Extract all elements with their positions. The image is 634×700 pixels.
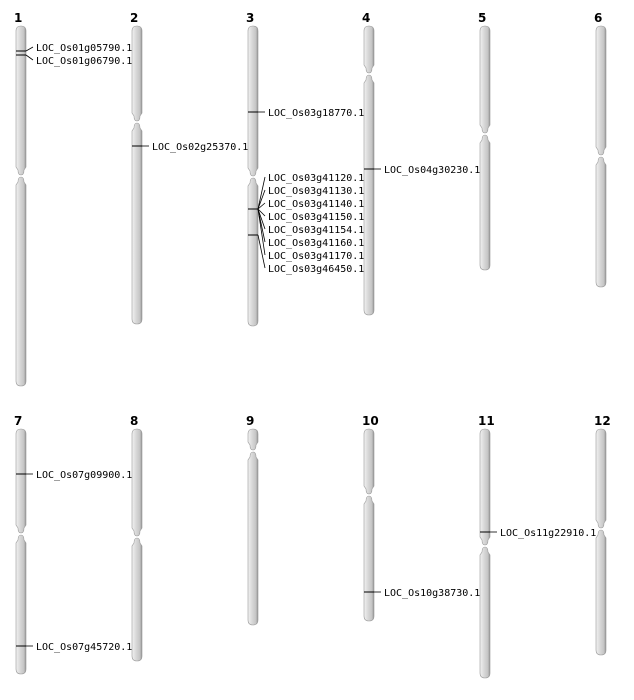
chromosome-10 [362,414,379,621]
chromosome-long-arm [364,75,374,315]
gene-label: LOC_Os01g06790.1 [36,56,133,67]
chromosome-short-arm [480,26,490,133]
gene-connector [258,235,265,268]
chromosome-6 [594,11,606,287]
chromosome-number: 8 [130,414,139,428]
gene-label: LOC_Os02g25370.1 [152,142,249,153]
chromosome-5 [478,11,490,270]
chromosome-8 [130,414,142,661]
gene-label: LOC_Os03g46450.1 [268,264,365,275]
chromosome-number: 9 [246,414,255,428]
chromosome-9 [246,414,258,625]
chromosome-number: 3 [246,11,255,25]
gene-marker [16,43,132,54]
chromosome-number: 5 [478,11,487,25]
gene-connector [26,47,33,51]
gene-label: LOC_Os03g41160.1 [268,238,365,249]
gene-marker [480,528,596,539]
gene-marker [16,55,132,67]
chromosome-number: 1 [14,11,23,25]
chromosome-short-arm [16,429,26,533]
chromosome-number: 10 [362,414,379,428]
chromosome-number: 7 [14,414,23,428]
gene-marker [364,588,480,599]
gene-marker [364,165,480,176]
chromosome-short-arm [596,429,606,528]
chromosome-long-arm [16,177,26,386]
chromosome-short-arm [480,429,490,545]
gene-label: LOC_Os04g30230.1 [384,165,481,176]
chromosome-long-arm [480,547,490,678]
gene-label: LOC_Os11g22910.1 [500,528,597,539]
gene-label: LOC_Os07g09900.1 [36,470,133,481]
chromosome-short-arm [132,429,142,536]
gene-marker [248,209,364,223]
chromosome-11 [478,414,495,678]
chromosome-short-arm [16,26,26,175]
chromosome-long-arm [132,123,142,324]
chromosome-long-arm [16,535,26,674]
chromosome-short-arm [364,429,374,494]
chromosome-number: 4 [362,11,371,25]
chromosome-short-arm [248,429,258,450]
gene-marker [16,470,132,481]
chromosome-long-arm [248,452,258,625]
chromosome-number: 11 [478,414,495,428]
gene-label: LOC_Os01g05790.1 [36,43,133,54]
gene-connector [258,209,265,255]
chromosome-1 [14,11,26,386]
gene-markers-layer [16,43,596,653]
gene-marker [248,199,364,210]
gene-connector [26,55,33,60]
gene-label: LOC_Os07g45720.1 [36,642,133,653]
chromosome-long-arm [248,178,258,326]
chromosome-3 [246,11,258,326]
gene-marker [248,108,364,119]
chromosome-short-arm [364,26,374,73]
gene-label: LOC_Os03g41120.1 [268,173,365,184]
gene-label: LOC_Os03g41154.1 [268,225,365,236]
chromosome-long-arm [480,135,490,270]
chromosome-short-arm [596,26,606,155]
gene-label: LOC_Os10g38730.1 [384,588,481,599]
chromosome-number: 6 [594,11,603,25]
chromosome-long-arm [132,538,142,661]
gene-marker [132,142,248,153]
gene-label: LOC_Os03g41170.1 [268,251,365,262]
gene-label: LOC_Os03g41150.1 [268,212,365,223]
chromosome-long-arm [364,496,374,621]
chromosome-number: 12 [594,414,611,428]
chromosome-short-arm [132,26,142,121]
chromosome-number: 2 [130,11,139,25]
gene-label: LOC_Os03g18770.1 [268,108,365,119]
chromosome-12 [594,414,611,655]
gene-label: LOC_Os03g41130.1 [268,186,365,197]
gene-label: LOC_Os03g41140.1 [268,199,365,210]
chromosome-short-arm [248,26,258,176]
gene-marker [16,642,132,653]
chromosome-long-arm [596,530,606,655]
chromosome-long-arm [596,157,606,287]
chromosome-7 [14,414,26,674]
